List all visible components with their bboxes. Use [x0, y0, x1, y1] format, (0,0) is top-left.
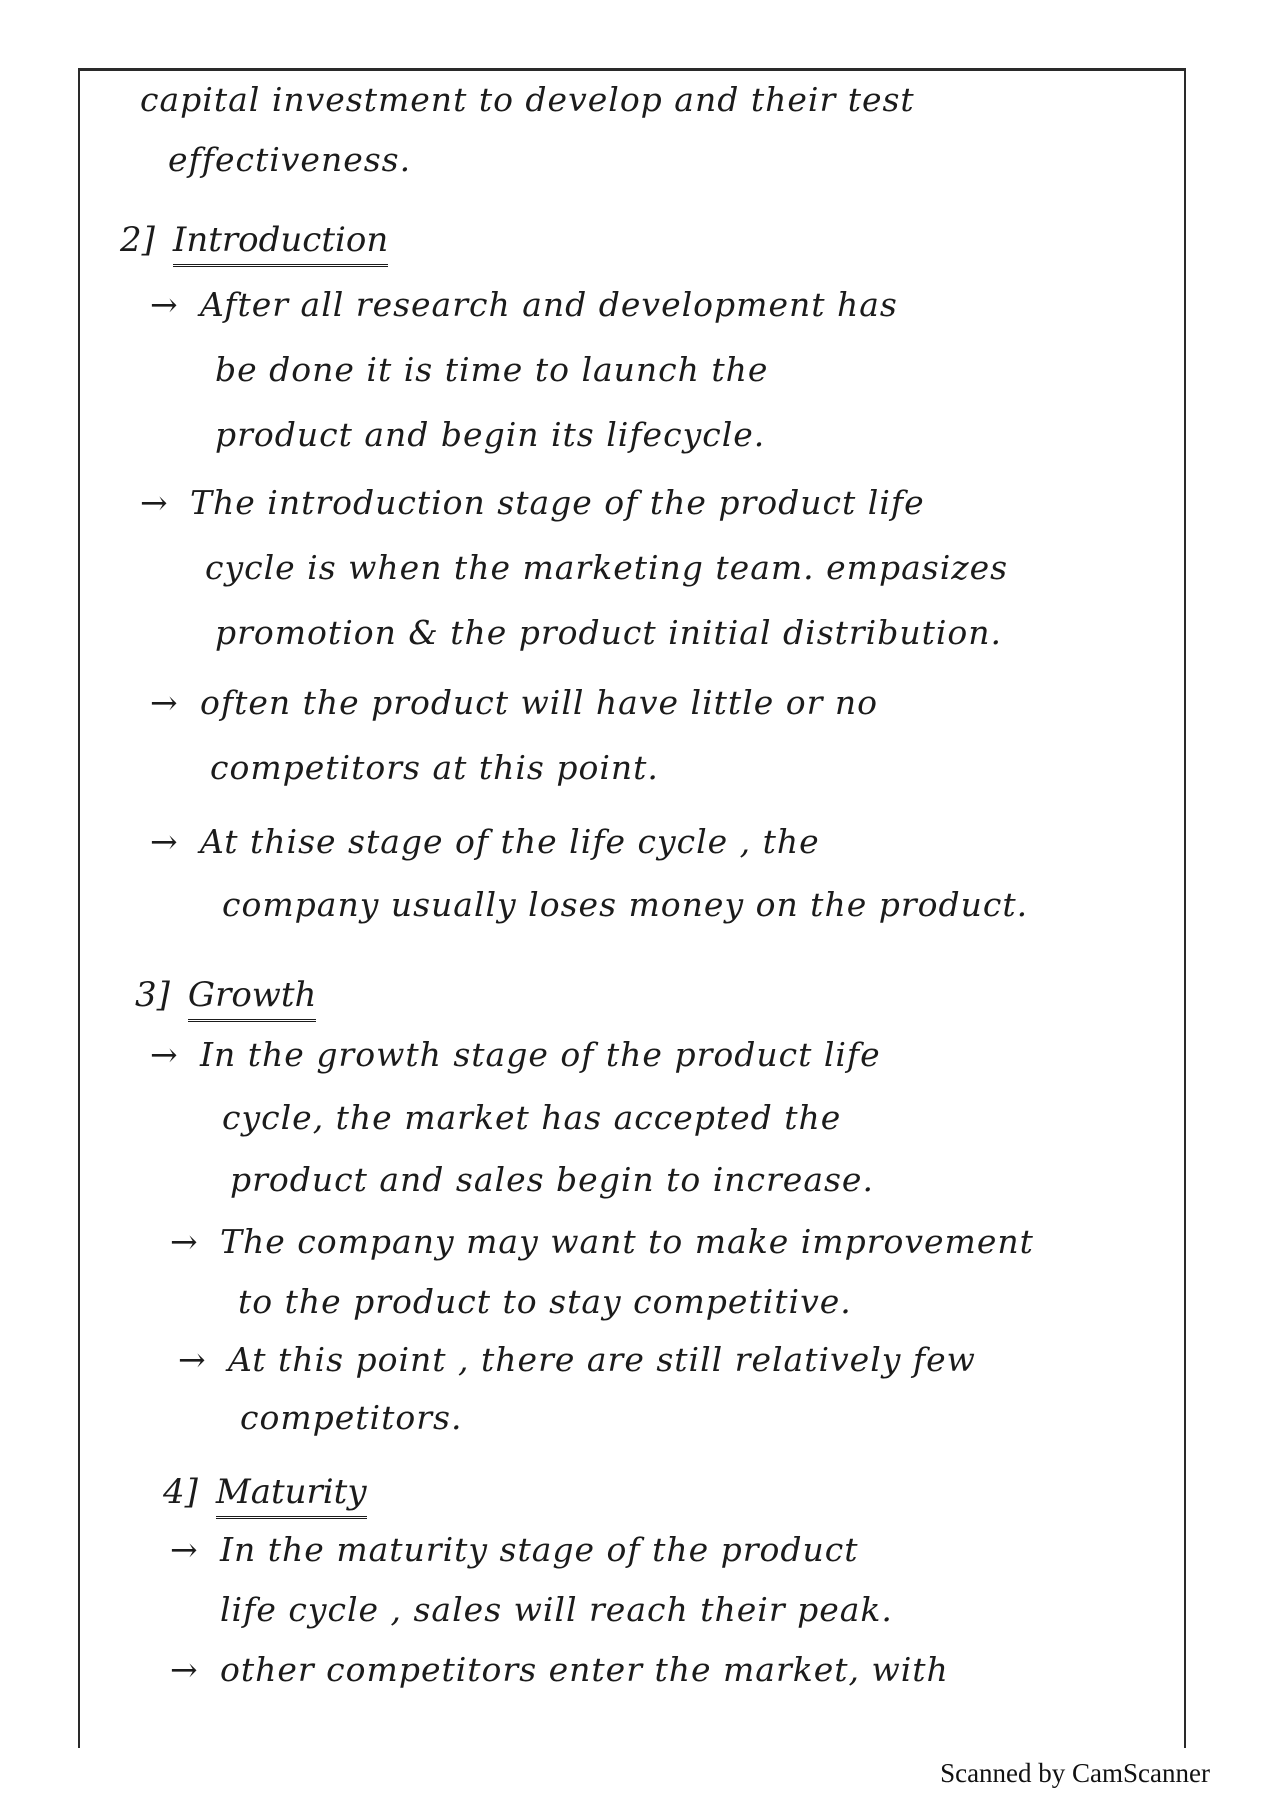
text-line: life cycle , sales will reach their peak. — [220, 1590, 893, 1629]
bullet-line: → In the growth stage of the product life — [150, 1035, 881, 1074]
bullet-line: → After all research and development has — [150, 285, 898, 324]
section-title: Introduction — [173, 220, 388, 267]
bullet-line: → The company may want to make improvement — [170, 1222, 1034, 1261]
bullet-line: → The introduction stage of the product life — [140, 483, 925, 522]
section-heading — [163, 1472, 367, 1519]
arrow-icon: → — [178, 1340, 207, 1379]
text-line: competitors at this point. — [210, 748, 659, 787]
text-line: to the product to stay competitive. — [238, 1282, 852, 1321]
text-line: cycle, the market has accepted the — [222, 1098, 842, 1137]
bullet-line: → In the maturity stage of the product — [170, 1530, 859, 1569]
arrow-icon: → — [170, 1222, 199, 1261]
arrow-icon: → — [150, 683, 179, 722]
section-number: 3] — [135, 975, 170, 1015]
scanner-watermark: Scanned by CamScanner — [940, 1758, 1210, 1788]
arrow-icon: → — [140, 483, 169, 522]
bullet-line: → often the product will have little or no — [150, 683, 878, 722]
text-line: product and sales begin to increase. — [230, 1160, 874, 1199]
text-line: competitors. — [240, 1398, 463, 1437]
text-line: product and begin its lifecycle. — [215, 415, 766, 454]
section-title: Maturity — [216, 1472, 367, 1519]
arrow-icon: → — [150, 822, 179, 861]
arrow-icon: → — [170, 1530, 199, 1569]
text-line: effectiveness. — [168, 140, 412, 179]
text-line: cycle is when the marketing team. empasizes — [205, 548, 1009, 587]
arrow-icon: → — [150, 285, 179, 324]
arrow-icon: → — [170, 1650, 199, 1689]
bullet-line: → At thise stage of the life cycle , the — [150, 822, 820, 861]
section-heading — [135, 975, 316, 1022]
bullet-line: → other competitors enter the market, with — [170, 1650, 949, 1689]
arrow-icon: → — [150, 1035, 179, 1074]
section-title: Growth — [188, 975, 317, 1022]
section-number: 2] — [120, 220, 155, 260]
text-line: be done it is time to launch the — [215, 350, 769, 389]
section-number: 4] — [163, 1472, 198, 1512]
text-line: capital investment to develop and their test — [140, 80, 915, 119]
section-heading — [120, 220, 388, 267]
bullet-line: → At this point , there are still relatively few — [178, 1340, 976, 1379]
text-line: promotion & the product initial distribution. — [215, 613, 1003, 652]
text-line: company usually loses money on the product. — [222, 885, 1029, 924]
